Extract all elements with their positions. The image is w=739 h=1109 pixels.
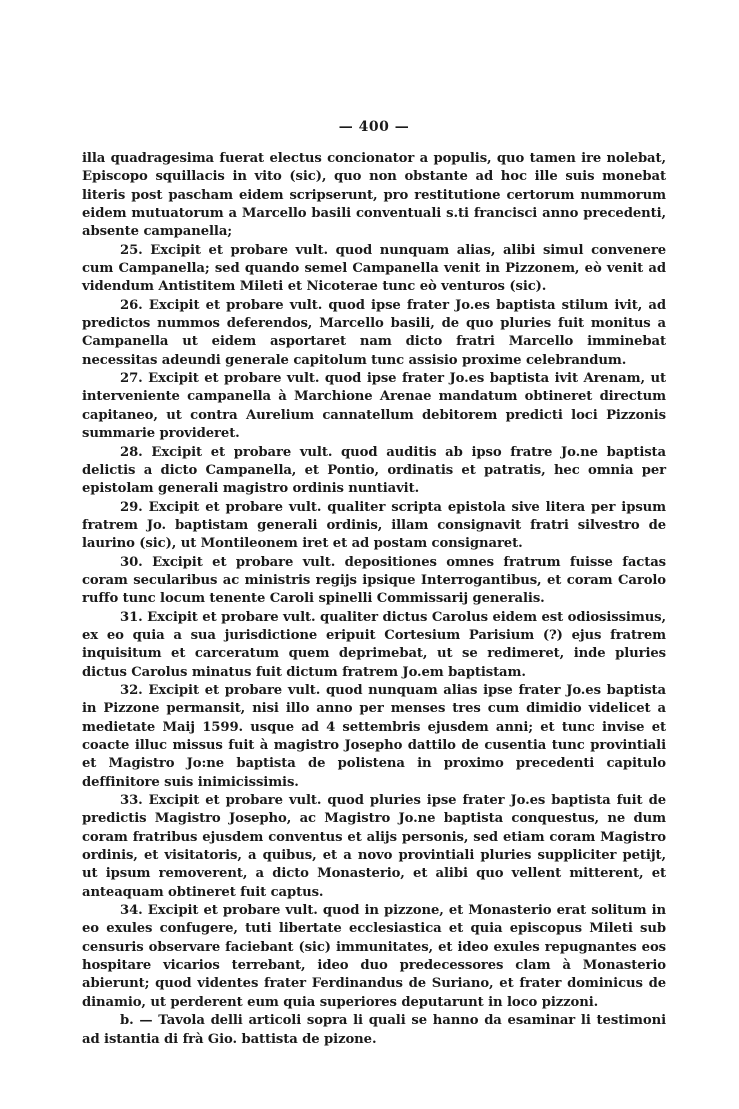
- article-26: 26. Excipit et probare vult. quod ipse frater Jo.es baptista stilum ivit, ad predictos nummos deferendos, Marcello basili, de quo pluries fuit monitus a Campanella ut eidem asportaret nam dicto fratri Marcello imminebat necessitas adeundi generale capitolum tunc assisio proxime celebrandum.: [82, 297, 666, 368]
- section-b-heading: b. — Tavola delli articoli sopra li quali se hanno da esaminar li testimoni ad istantia di frà Gio. battista de pizone.: [82, 1013, 666, 1047]
- article-34: 34. Excipit et probare vult. quod in pizzone, et Monasterio erat solitum in eo exules confugere, tuti libertate ecclesiastica et quia episcopus Mileti sub censuris observare faciebant (sic) immunitates, et ideo exules repugnantes eos hospitare vicarios terrebant, ideo duo predecessores clam à Monasterio abierunt; quod videntes frater Ferdinandus de Suriano, et frater dominicus de dinamio, ut perderent eum quia superiores deputarunt in loco pizzoni.: [82, 903, 666, 1010]
- article-30: 30. Excipit et probare vult. depositiones omnes fratrum fuisse factas coram secularibus ac ministris regijs ipsique Interrogantibus, et coram Carolo ruffo tunc locum tenente Caroli spinelli Commissarij generalis.: [82, 554, 666, 607]
- article-25: 25. Excipit et probare vult. quod nunquam alias, alibi simul convenere cum Campanella; sed quando semel Campanella venit in Pizzonem, eò venit ad videndum Antistitem Mileti et Nicoterae tunc eò venturos (sic).: [82, 242, 666, 295]
- page-number: — 400 —: [338, 119, 410, 135]
- article-28: 28. Excipit et probare vult. quod auditis ab ipso fratre Jo.ne baptista delictis a dicto Campanella, et Pontio, ordinatis et patratis, hec omnia per epistolam generali magistro ordinis nuntiavit.: [82, 444, 666, 497]
- article-31: 31. Excipit et probare vult. qualiter dictus Carolus eidem est odiosissimus, ex eo quia a sua jurisdictione eripuit Cortesium Parisium (?) ejus fratrem inquisitum et carceratum quem deprimebat, ut se redimeret, inde pluries dictus Carolus minatus fuit dictum fratrem Jo.em baptistam.: [82, 609, 666, 680]
- document-body: [82, 150, 666, 1049]
- document-page: [82, 118, 666, 1047]
- paragraph-intro: illa quadragesima fuerat electus concionator a populis, quo tamen ire nolebat, Episcopo squillacis in vito (sic), quo non obstante ad hoc ille suis monebat literis post pascham eidem scripserunt, pro restitutione certorum nummorum eidem mutuatorum a Marcello basili conventuali s.ti francisci anno precedenti, absente campanella;: [82, 151, 666, 240]
- article-27: 27. Excipit et probare vult. quod ipse frater Jo.es baptista ivit Arenam, ut interveniente campanella à Marchione Arenae mandatum obtineret directum capitaneo, ut contra Aurelium cannatellum debitorem predicti loci Pizzonis summarie provideret.: [82, 371, 666, 442]
- article-29: 29. Excipit et probare vult. qualiter scripta epistola sive litera per ipsum fratrem Jo. baptistam generali ordinis, illam consignavit fratri silvestro de laurino (sic), ut Montileonem iret et ad postam consignaret.: [82, 499, 666, 552]
- article-32: 32. Excipit et probare vult. quod nunquam alias ipse frater Jo.es baptista in Pizzone permansit, nisi illo anno per menses tres cum dimidio videlicet a medietate Maij 1599. usque ad 4 settembris ejusdem anni; et tunc invise et coacte illuc missus fuit à magistro Josepho dattilo de cusentia tunc provintiali et Magistro Jo:ne baptista de polistena in proximo precedenti capitulo deffinitore suis inimicissimis.: [82, 682, 666, 790]
- article-33: 33. Excipit et probare vult. quod pluries ipse frater Jo.es baptista fuit de predictis Magistro Josepho, ac Magistro Jo.ne baptista conquestus, ne dum coram fratribus ejusdem conventus et alijs personis, sed etiam coram Magistro ordinis, et visitatoris, a quibus, et a novo provintiali pluries suppliciter petijt, ut ipsum removerent, a dicto Monasterio, et alibi quo vellent mitterent, et anteaquam obtineret fuit captus.: [82, 793, 666, 900]
